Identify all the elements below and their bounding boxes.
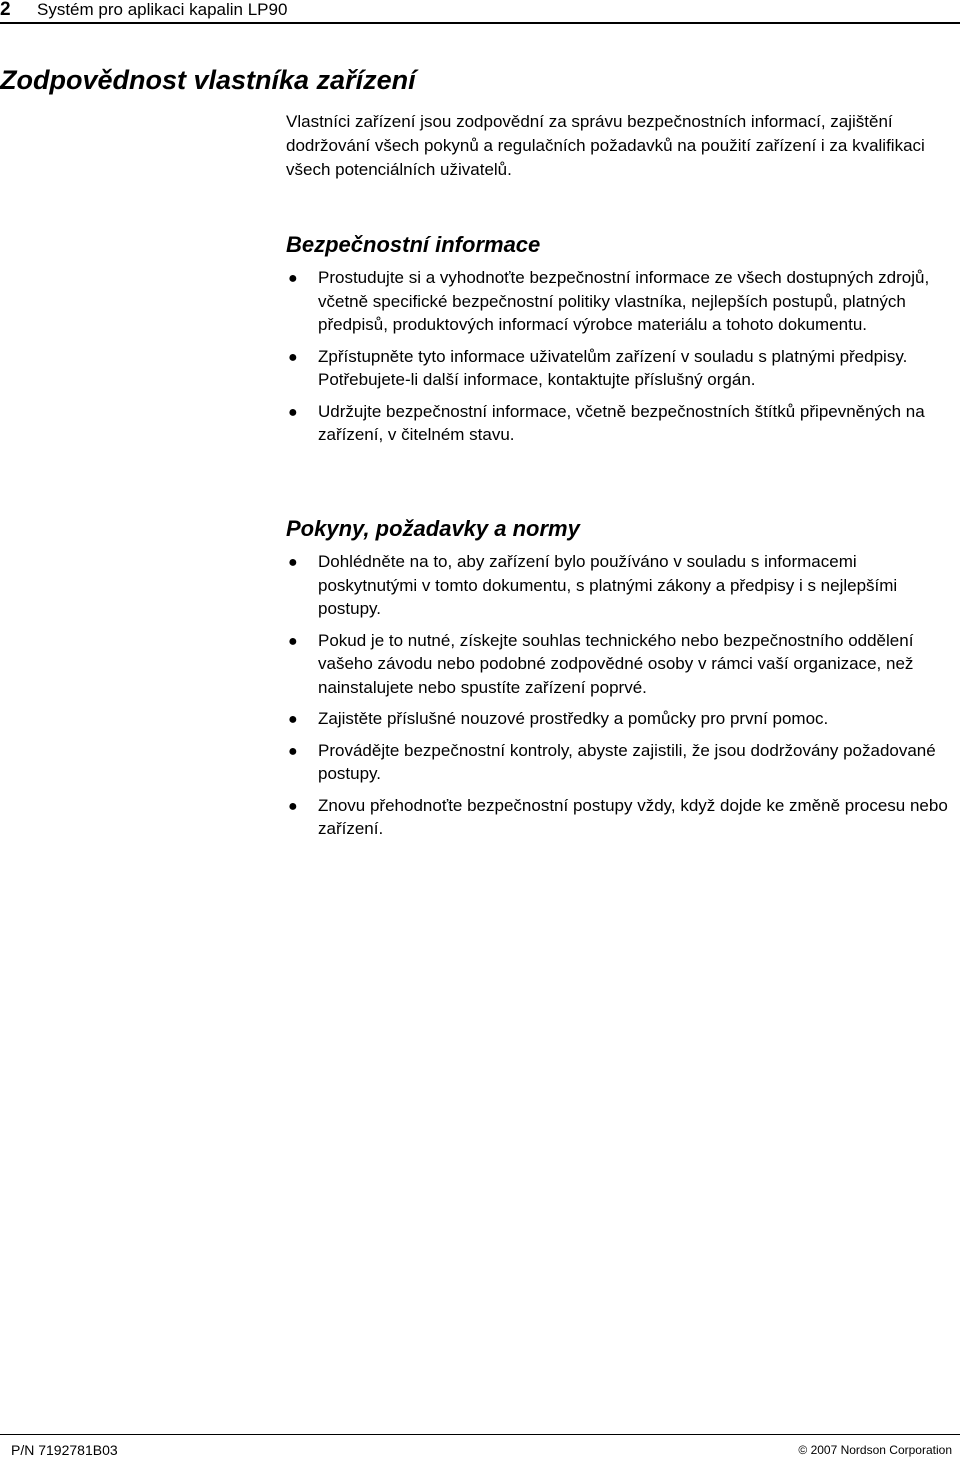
bullet-list <box>286 550 954 841</box>
list-item-text: Provádějte bezpečnostní kontroly, abyste zajistili, že jsou dodržovány požadované postupy. <box>318 740 936 783</box>
section-heading: Pokyny, požadavky a normy <box>286 516 580 541</box>
list-item-text: Prostudujte si a vyhodnoťte bezpečnostní informace ze všech dostupných zdrojů, včetně specifické bezpečnostní politiky vlastníka, nejlepších postupů, platných předpisů, produktových informací výrobce materiálu a tohoto dokumentu. <box>318 268 930 334</box>
bullet-list <box>286 266 954 447</box>
list-item-text: Zpřístupněte tyto informace uživatelům zařízení v souladu s platnými předpisy. Potřebujete-li další informace, kontaktujte příslušný orgán. <box>318 346 908 389</box>
page-number: 2 <box>0 0 11 20</box>
list-item <box>286 400 954 447</box>
bullet-icon: ● <box>288 797 298 815</box>
header-rule <box>0 22 960 24</box>
section-heading: Bezpečnostní informace <box>286 232 541 257</box>
bullet-icon: ● <box>288 711 298 728</box>
list-item-text: Udržujte bezpečnostní informace, včetně bezpečnostních štítků připevněných na zařízení, v čitelném stavu. <box>318 401 925 444</box>
list-item <box>286 266 954 337</box>
list-item <box>286 739 954 786</box>
list-item <box>286 629 954 700</box>
list-item-text: Pokud je to nutné, získejte souhlas technického nebo bezpečnostního oddělení vašeho závodu nebo podobné zodpovědné osoby v rámci vaší organizace, než nainstalujete nebo spustíte zařízení poprvé. <box>318 630 914 697</box>
list-item <box>286 345 954 392</box>
list-item-text: Dohlédněte na to, aby zařízení bylo používáno v souladu s informacemi poskytnutými v tomto dokumentu, s platnými zákony a předpisy i s nejlepšími postupy. <box>318 552 898 618</box>
section-instructions-requirements-standards <box>286 514 954 849</box>
bullet-icon: ● <box>288 403 298 421</box>
intro-paragraph: Vlastníci zařízení jsou zodpovědní za správu bezpečnostních informací, zajištění dodržování všech pokynů a regulačních požadavků na použití zařízení i za kvalifikaci všech potenciálních uživatelů. <box>286 112 925 179</box>
bullet-icon: ● <box>288 554 298 571</box>
part-number: P/N 7192781B03 <box>11 1442 118 1458</box>
page-title: Zodpovědnost vlastníka zařízení <box>0 65 416 95</box>
list-item-text: Zajistěte příslušné nouzové prostředky a pomůcky pro první pomoc. <box>318 709 829 728</box>
bullet-icon: ● <box>288 742 298 760</box>
list-item-text: Znovu přehodnoťte bezpečnostní postupy vždy, když dojde ke změně procesu nebo zařízení. <box>318 795 948 838</box>
copyright-notice: © 2007 Nordson Corporation <box>798 1443 952 1457</box>
bullet-icon: ● <box>288 348 298 366</box>
bullet-icon: ● <box>288 270 298 287</box>
bullet-icon: ● <box>288 632 298 650</box>
footer-rule <box>0 1434 960 1435</box>
page-header <box>0 0 960 24</box>
list-item <box>286 707 954 731</box>
section-safety-information <box>286 230 954 455</box>
list-item <box>286 794 954 841</box>
list-item <box>286 550 954 621</box>
running-title: Systém pro aplikaci kapalin LP90 <box>37 0 288 19</box>
